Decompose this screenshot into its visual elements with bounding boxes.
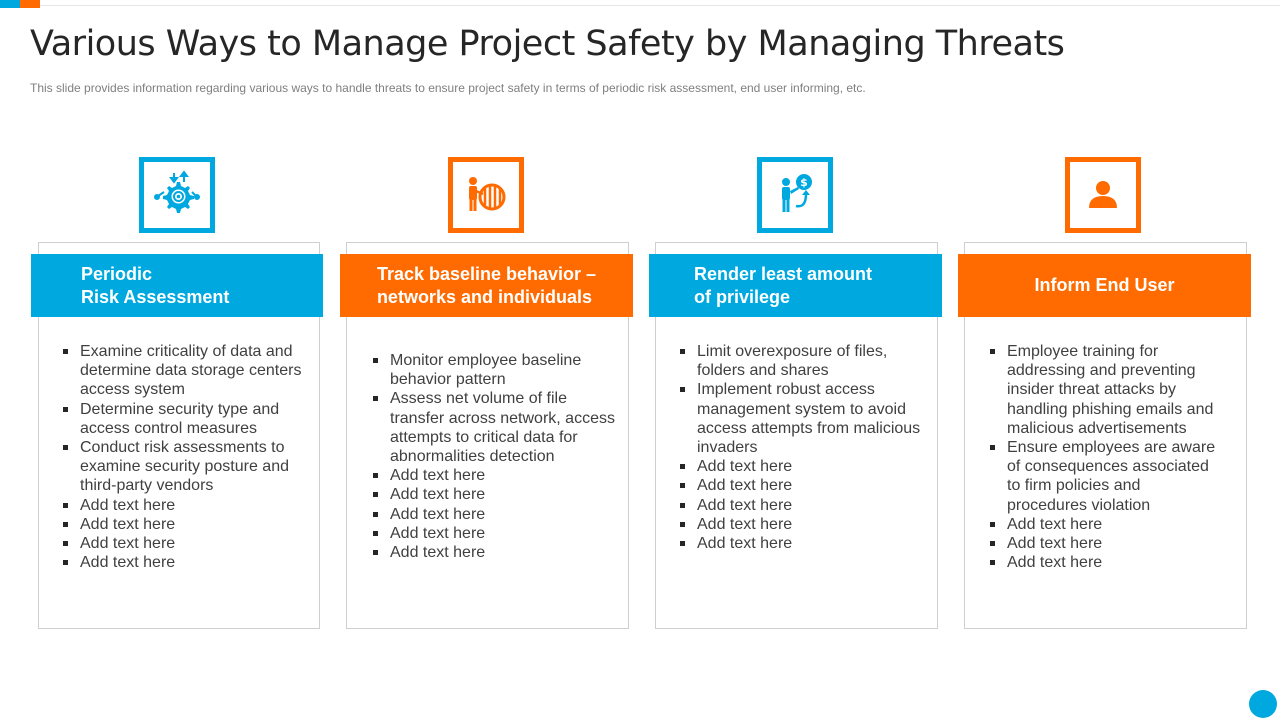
list-item: Implement robust access management system to avoid access attempts from malicious invaders	[678, 380, 922, 457]
list-item: Determine security type and access control measures	[61, 400, 303, 438]
list-item: Add text here	[371, 466, 617, 485]
heading-band-least-privilege	[649, 254, 942, 317]
network-behavior-icon	[448, 157, 524, 233]
column-heading: Inform End User	[1034, 275, 1175, 295]
list-item: Monitor employee baseline behavior pattern	[371, 351, 617, 389]
list-item: Add text here	[61, 515, 303, 534]
list-item: Add text here	[371, 485, 617, 504]
list-item: Add text here	[61, 496, 303, 515]
heading-band-periodic-risk	[31, 254, 323, 317]
list-item: Employee training for addressing and preventing insider threat attacks by handling phishing emails and malicious advertisements	[988, 342, 1224, 438]
list-item: Add text here	[678, 476, 922, 495]
slide-title: Various Ways to Manage Project Safety by Managing Threats	[30, 24, 1065, 64]
list-item: Add text here	[371, 524, 617, 543]
heading-band-inform-end-user	[958, 254, 1251, 317]
list-item: Examine criticality of data and determine data storage centers access system	[61, 342, 303, 400]
list-item: Add text here	[678, 515, 922, 534]
heading-band-baseline-behavior	[340, 254, 633, 317]
page-indicator-dot	[1249, 690, 1277, 718]
list-item: Add text here	[678, 496, 922, 515]
list-item: Add text here	[988, 534, 1224, 553]
bullet-list-periodic-risk	[61, 342, 303, 572]
list-item: Add text here	[678, 457, 922, 476]
column-heading: Render least amount of privilege	[694, 263, 873, 307]
column-heading: Periodic Risk Assessment	[81, 263, 230, 307]
list-item: Add text here	[678, 534, 922, 553]
list-item: Assess net volume of file transfer across network, access attempts to critical data for abnormalities detection	[371, 389, 617, 466]
list-item: Add text here	[371, 543, 617, 562]
list-item: Conduct risk assessments to examine security posture and third-party vendors	[61, 438, 303, 496]
corner-accent-orange	[20, 0, 40, 8]
column-heading: Track baseline behavior – networks and individuals	[376, 263, 597, 307]
privilege-person-dollar-icon	[757, 157, 833, 233]
list-item: Add text here	[988, 553, 1224, 572]
list-item: Add text here	[371, 505, 617, 524]
bullet-list-inform-end-user	[988, 342, 1224, 572]
bullet-list-baseline-behavior	[371, 351, 617, 562]
user-icon	[1065, 157, 1141, 233]
slide-subtitle: This slide provides information regarding various ways to handle threats to ensure project safety in terms of periodic risk assessment, end user informing, etc.	[30, 81, 866, 95]
top-divider	[40, 5, 1280, 6]
risk-assessment-gear-icon	[139, 157, 215, 233]
list-item: Add text here	[988, 515, 1224, 534]
list-item: Ensure employees are aware of consequences associated to firm policies and procedures violation	[988, 438, 1224, 515]
list-item: Limit overexposure of files, folders and shares	[678, 342, 922, 380]
list-item: Add text here	[61, 553, 303, 572]
bullet-list-least-privilege	[678, 342, 922, 553]
corner-accent-blue	[0, 0, 20, 8]
svg-text:$: $	[800, 176, 808, 189]
list-item: Add text here	[61, 534, 303, 553]
